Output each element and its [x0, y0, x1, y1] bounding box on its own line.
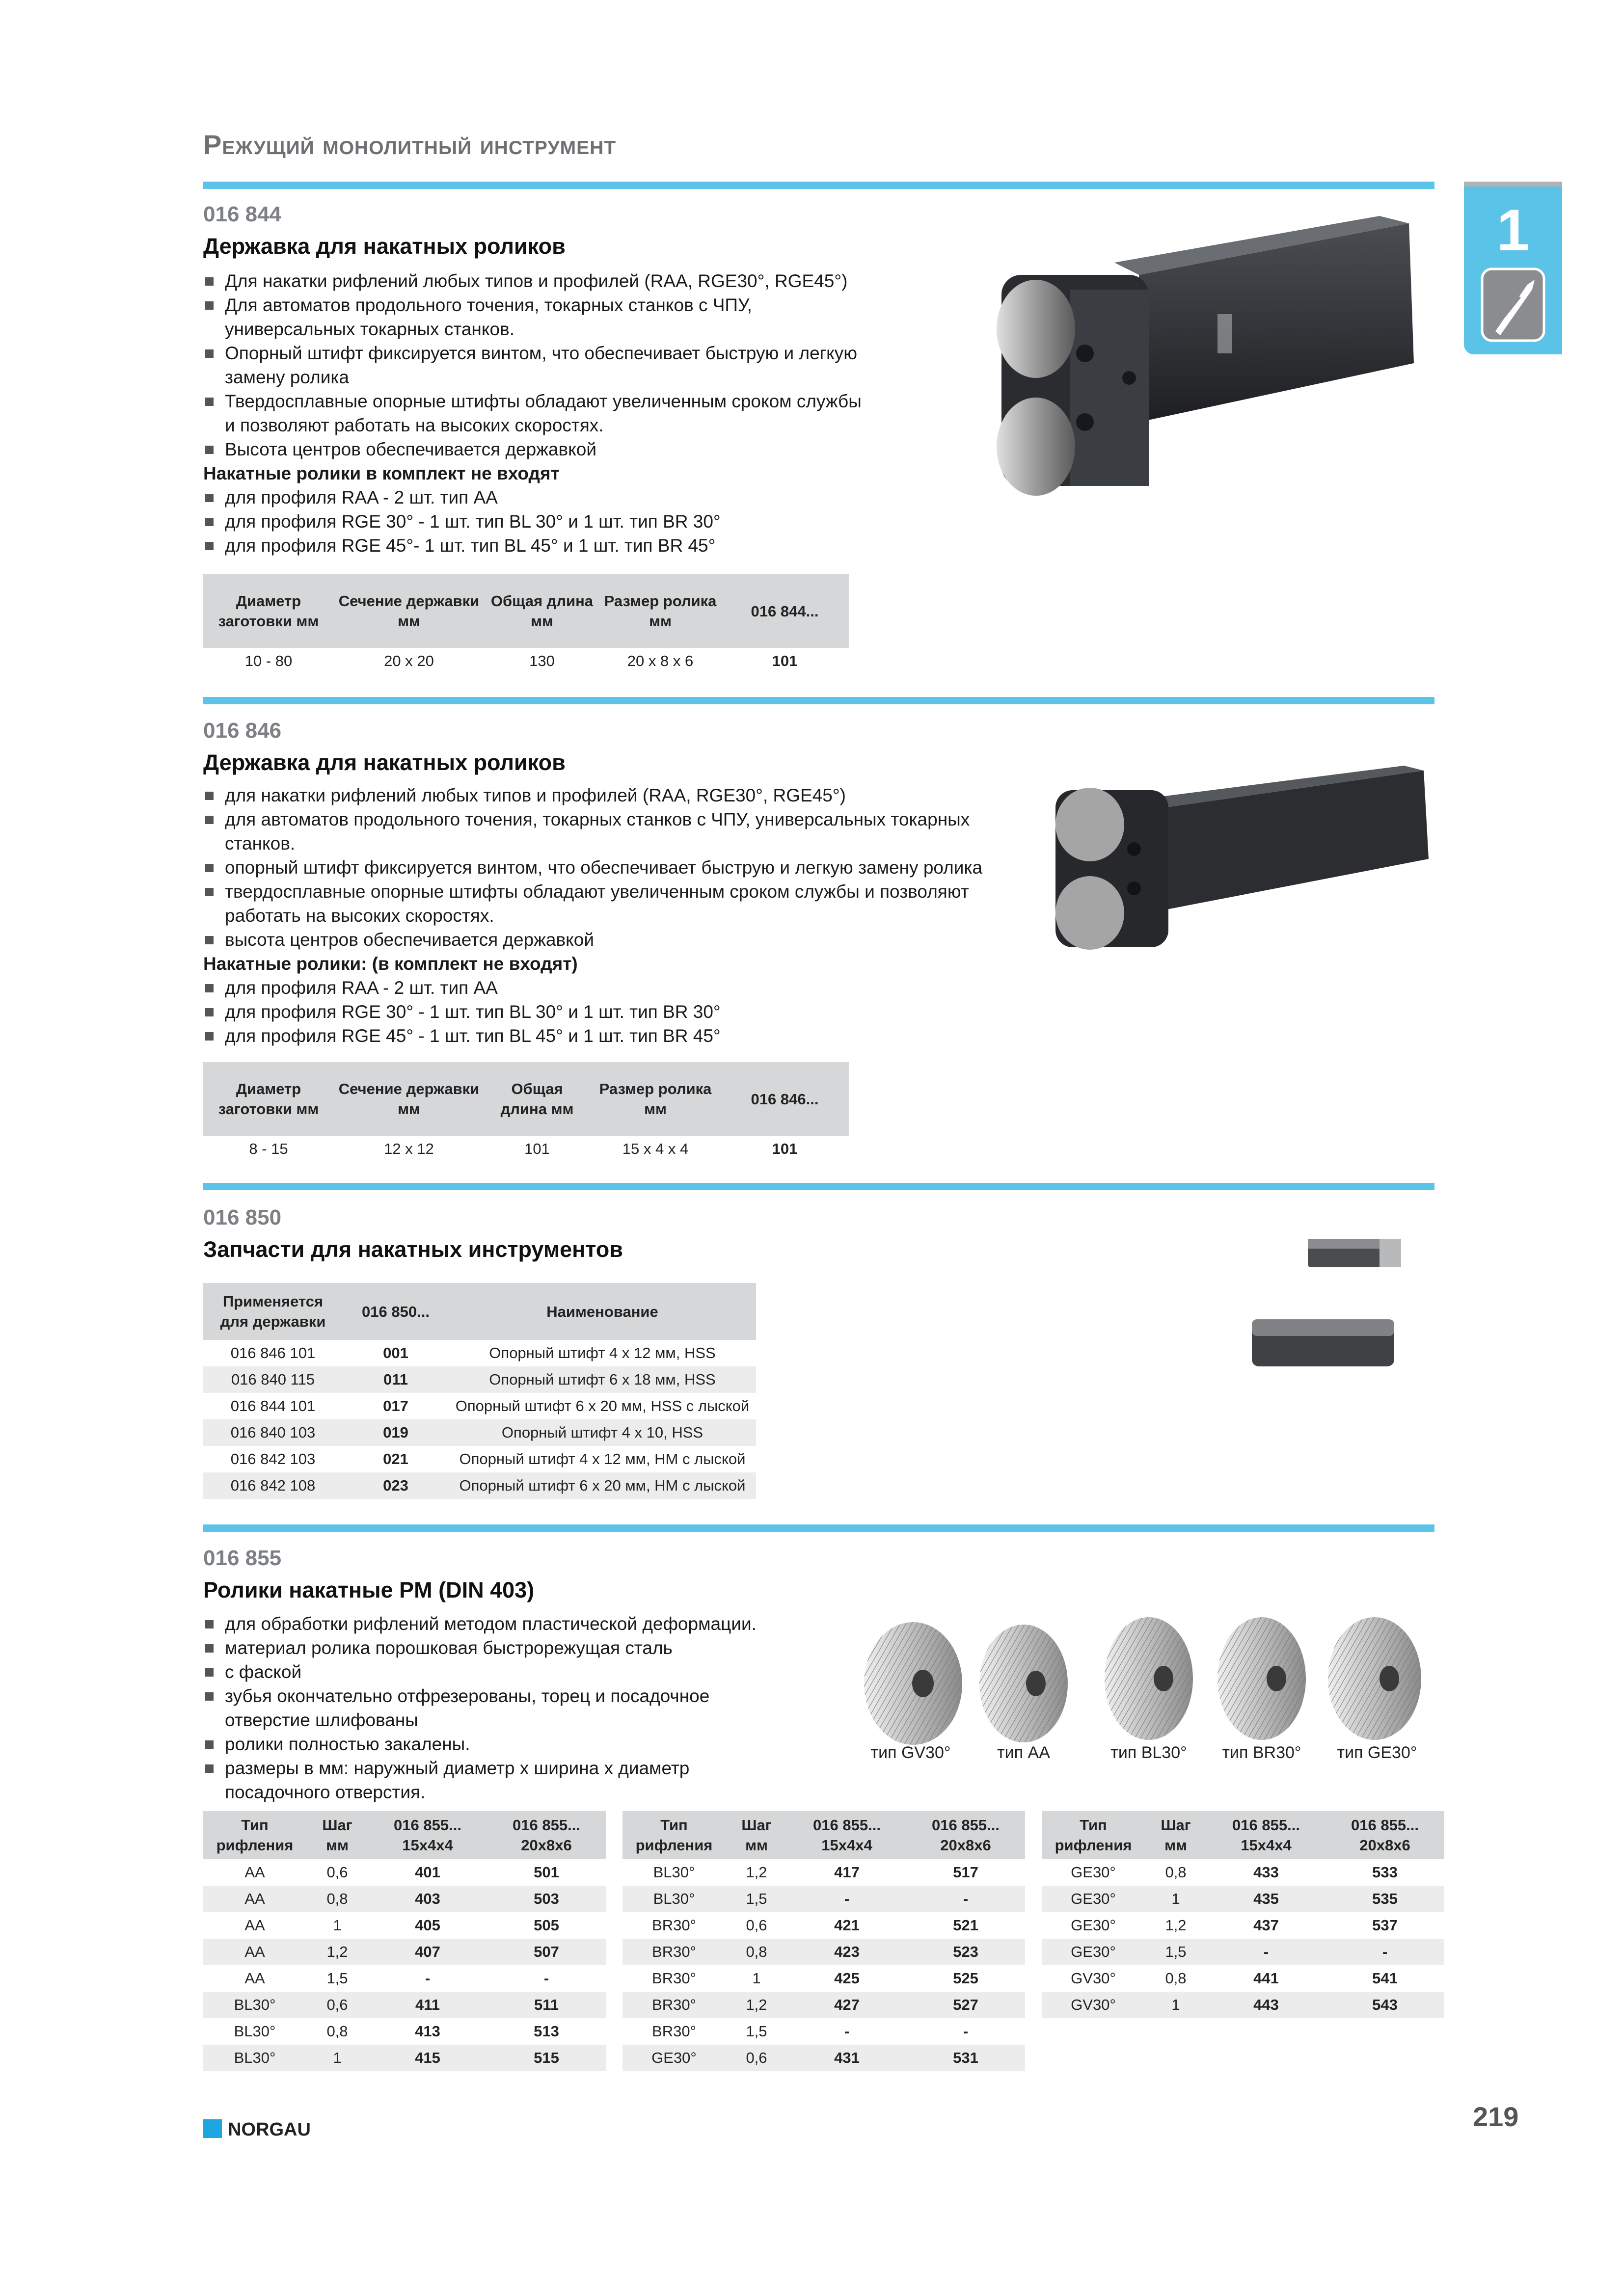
- section-description: [203, 269, 1008, 558]
- table-cell: 016 842 108: [203, 1472, 343, 1499]
- table-cell: BL30°: [203, 2045, 306, 2071]
- table-cell: 0,6: [326, 1864, 348, 1881]
- table-cell: 1,2: [726, 1992, 787, 2018]
- table-cell: GE30°: [622, 2045, 726, 2071]
- table-cell: Опорный штифт 4 x 10, HSS: [449, 1419, 756, 1446]
- product-image-pin-large: [1247, 1315, 1404, 1369]
- bullet-item: для профиля RGE 30° - 1 шт. тип BL 30° и 1 шт. тип BR 30°: [203, 1000, 1028, 1024]
- table-cell: 533: [1372, 1864, 1398, 1881]
- table-cell: 8 - 15: [249, 1140, 288, 1157]
- table-cell: 1: [333, 1917, 342, 1934]
- table-cell: -: [844, 2023, 850, 2040]
- section-description: [203, 783, 1028, 1048]
- bullet-item: Опорный штифт фиксируется винтом, что обеспечивает быструю и легкую замену ролика: [203, 341, 863, 389]
- column-header: Шаг мм: [306, 1811, 368, 1859]
- column-header: Шаг мм: [1145, 1811, 1207, 1859]
- table-row: [622, 1912, 1025, 1939]
- table-cell: 423: [787, 1939, 906, 1965]
- table-cell: 427: [787, 1992, 906, 2018]
- drill-icon: [1481, 267, 1545, 342]
- column-header: 016 844...: [721, 574, 849, 648]
- table-row: [1042, 1939, 1444, 1965]
- table-row: [203, 2018, 606, 2045]
- bullet-item: твердосплавные опорные штифты обладают увеличенным сроком службы и позволяют работать на высоких скоростях.: [203, 880, 1020, 928]
- table-cell: -: [1325, 1939, 1444, 1965]
- roller-caption: тип GE30°: [1337, 1743, 1417, 1762]
- column-header: 016 855... 20x8x6: [487, 1811, 606, 1859]
- spare-parts-table: [203, 1283, 756, 1499]
- table-row: [203, 1965, 606, 1992]
- column-header: 016 846...: [721, 1062, 849, 1136]
- roller-caption: тип AA: [997, 1743, 1050, 1762]
- table-row: [203, 1939, 606, 1965]
- table-cell: Опорный штифт 6 x 18 мм, HSS: [449, 1366, 756, 1393]
- table-cell: -: [787, 1886, 906, 1912]
- table-cell: -: [906, 1886, 1025, 1912]
- table-cell: 016 840 115: [203, 1366, 343, 1393]
- rollers-table-1: [203, 1811, 606, 2071]
- table-cell: GV30°: [1042, 1992, 1145, 2018]
- column-header: 016 855... 15x4x4: [787, 1811, 906, 1859]
- product-image-knurling-holder-small: [1051, 766, 1434, 962]
- page-title: Режущий монолитный инструмент: [203, 129, 617, 160]
- table-cell: 1,5: [726, 1886, 787, 1912]
- table-cell: 016 840 103: [203, 1419, 343, 1446]
- bullet-item: Твердосплавные опорные штифты обладают увеличенным сроком службы и позволяют работать на высоких скоростях.: [203, 389, 863, 437]
- table-cell: 525: [953, 1970, 978, 1987]
- table-cell: BR30°: [652, 1970, 696, 1987]
- table-cell: Опорный штифт 6 x 20 мм, HM с лыской: [449, 1472, 756, 1499]
- table-cell: 431: [787, 2045, 906, 2071]
- table-cell: GE30°: [1042, 1886, 1145, 1912]
- column-header: Наименование: [449, 1283, 756, 1340]
- table-cell: 1: [1145, 1992, 1207, 2018]
- table-cell: Опорный штифт 4 x 12 мм, HSS: [489, 1344, 716, 1362]
- note: Накатные ролики: (в комплект не входят): [203, 954, 578, 974]
- roller-caption: тип BR30°: [1222, 1743, 1301, 1762]
- column-header: Размер ролика мм: [590, 1062, 721, 1136]
- column-header: Диаметр заготовки мм: [203, 574, 334, 648]
- column-header: Тип рифления: [1042, 1811, 1145, 1859]
- table-cell: -: [543, 1970, 549, 1987]
- section-rule: [203, 1183, 1434, 1190]
- table-row: [203, 1419, 756, 1446]
- bullet-item: для обработки рифлений методом пластической деформации.: [203, 1612, 763, 1636]
- brand-logo-square: [203, 2119, 222, 2138]
- table-cell: GE30°: [1071, 1917, 1116, 1934]
- table-cell: BR30°: [622, 1992, 726, 2018]
- table-cell: BR30°: [622, 1939, 726, 1965]
- roller-gv30-image: [864, 1622, 962, 1745]
- column-header: Применяется для державки: [203, 1283, 343, 1340]
- table-row: [203, 1366, 756, 1393]
- roller-br30-image: [1217, 1617, 1306, 1740]
- bullet-item: с фаской: [203, 1660, 763, 1684]
- table-cell: BR30°: [652, 1917, 696, 1934]
- table-cell: AA: [244, 1917, 265, 1934]
- table-cell: 0,6: [746, 1917, 767, 1934]
- table-row: [203, 1393, 756, 1419]
- table-cell: BL30°: [653, 1864, 695, 1881]
- table-row: [622, 1965, 1025, 1992]
- column-header: Диаметр заготовки мм: [203, 1062, 334, 1136]
- table-cell: 1,5: [746, 2023, 767, 2040]
- table-cell: 507: [487, 1939, 606, 1965]
- table-cell: 443: [1207, 1992, 1325, 2018]
- table-cell: BR30°: [652, 2023, 696, 2040]
- table-cell: 521: [953, 1917, 978, 1934]
- table-cell: 1,2: [746, 1864, 767, 1881]
- column-header: Тип рифления: [203, 1811, 306, 1859]
- section-title: Державка для накатных роликов: [203, 234, 566, 259]
- table-cell: 505: [534, 1917, 559, 1934]
- table-cell: 016 846 101: [230, 1344, 316, 1362]
- note: Накатные ролики в комплект не входят: [203, 463, 560, 483]
- bullet-item: высота центров обеспечивается державкой: [203, 928, 1028, 952]
- bullet-item: материал ролика порошковая быстрорежущая сталь: [203, 1636, 763, 1660]
- bullet-item: Высота центров обеспечивается державкой: [203, 437, 1008, 461]
- table-row: [622, 1859, 1025, 1886]
- table-row: [622, 2018, 1025, 2045]
- bullet-item: для профиля RAA - 2 шт. тип AA: [203, 485, 1008, 509]
- table-cell: 537: [1372, 1917, 1398, 1934]
- table-cell: 425: [834, 1970, 860, 1987]
- table-cell: 407: [368, 1939, 487, 1965]
- table-cell: 0,8: [726, 1939, 787, 1965]
- column-header: 016 850...: [343, 1283, 449, 1340]
- roller-caption: тип GV30°: [870, 1743, 951, 1762]
- table-row: [203, 1472, 756, 1499]
- table-row: [203, 1992, 606, 2018]
- table-cell: 541: [1372, 1970, 1398, 1987]
- table-row: [1042, 1992, 1444, 2018]
- section-code: 016 844: [203, 202, 282, 226]
- table-row: [203, 1912, 606, 1939]
- table-cell: 101: [772, 652, 798, 669]
- table-row: [1042, 1965, 1444, 1992]
- column-header: 016 855... 20x8x6: [906, 1811, 1025, 1859]
- table-cell: 023: [343, 1472, 449, 1499]
- table-cell: -: [1207, 1939, 1325, 1965]
- table-cell: 101: [772, 1140, 798, 1157]
- table-row: [622, 2045, 1025, 2071]
- column-header: Общая длина мм: [484, 574, 600, 648]
- table-cell: 527: [906, 1992, 1025, 2018]
- section-code: 016 846: [203, 719, 282, 743]
- bullet-item: для автоматов продольного точения, токарных станков с ЧПУ, универсальных токарных станков.: [203, 807, 1028, 855]
- table-cell: 503: [487, 1886, 606, 1912]
- bullet-item: для накатки рифлений любых типов и профилей (RAA, RGE30°, RGE45°): [203, 783, 1028, 807]
- specs-table: [203, 1062, 849, 1162]
- bullet-item: Для автоматов продольного точения, токарных станков с ЧПУ, универсальных токарных станков.: [203, 293, 814, 341]
- table-cell: 511: [487, 1992, 606, 2018]
- table-cell: 1: [752, 1970, 761, 1987]
- table-row: [203, 1886, 606, 1912]
- table-cell: GE30°: [1071, 1864, 1116, 1881]
- brand-name: NORGAU: [228, 2119, 311, 2140]
- bullet-item: для профиля RGE 45° - 1 шт. тип BL 45° и 1 шт. тип BR 45°: [203, 1024, 1028, 1048]
- chapter-tab-divider: [1464, 182, 1562, 187]
- table-cell: 016 844 101: [230, 1397, 316, 1415]
- bullet-item: размеры в мм: наружный диаметр x ширина x диаметр посадочного отверстия.: [203, 1756, 763, 1804]
- table-cell: 501: [534, 1864, 559, 1881]
- table-cell: 405: [415, 1917, 440, 1934]
- table-cell: -: [963, 2023, 969, 2040]
- table-cell: 10 - 80: [244, 652, 293, 669]
- table-row: [622, 1886, 1025, 1912]
- table-cell: GV30°: [1071, 1970, 1116, 1987]
- table-cell: 1,2: [306, 1939, 368, 1965]
- bullet-item: для профиля RGE 30° - 1 шт. тип BL 30° и 1 шт. тип BR 30°: [203, 509, 1008, 534]
- table-row: [1042, 1912, 1444, 1939]
- table-cell: 0,8: [1165, 1970, 1187, 1987]
- bullet-item: для профиля RGE 45°- 1 шт. тип BL 45° и 1 шт. тип BR 45°: [203, 534, 1008, 558]
- column-header: Общая длина мм: [484, 1062, 590, 1136]
- section-description: [203, 1612, 763, 1804]
- section-title: Запчасти для накатных инструментов: [203, 1237, 623, 1262]
- table-cell: AA: [203, 1939, 306, 1965]
- table-row: [1042, 1886, 1444, 1912]
- table-cell: 417: [834, 1864, 860, 1881]
- table-cell: 1,5: [326, 1970, 348, 1987]
- table-cell: 543: [1325, 1992, 1444, 2018]
- table-cell: 0,6: [726, 2045, 787, 2071]
- table-cell: 0,6: [306, 1992, 368, 2018]
- table-cell: 401: [415, 1864, 440, 1881]
- bullet-item: зубья окончательно отфрезерованы, торец и посадочное отверстие шлифованы: [203, 1684, 763, 1732]
- table-cell: BL30°: [203, 1992, 306, 2018]
- table-cell: 421: [834, 1917, 860, 1934]
- column-header: Размер ролика мм: [600, 574, 721, 648]
- section-code: 016 855: [203, 1546, 282, 1570]
- table-cell: 20 x 8 x 6: [627, 652, 694, 669]
- table-cell: 12 x 12: [384, 1140, 434, 1157]
- table-cell: 0,8: [326, 2023, 348, 2040]
- table-cell: 101: [524, 1140, 550, 1157]
- table-cell: 403: [368, 1886, 487, 1912]
- product-image-pin-small: [1306, 1235, 1409, 1271]
- table-cell: -: [425, 1970, 431, 1987]
- rollers-table-2: [622, 1811, 1025, 2071]
- section-title: Ролики накатные PM (DIN 403): [203, 1577, 535, 1602]
- bullet-item: опорный штифт фиксируется винтом, что обеспечивает быструю и легкую замену ролика: [203, 855, 1028, 880]
- table-cell: 517: [953, 1864, 978, 1881]
- table-cell: 016 842 103: [230, 1450, 316, 1468]
- table-cell: 415: [368, 2045, 487, 2071]
- table-row: [203, 2045, 606, 2071]
- table-cell: 515: [487, 2045, 606, 2071]
- roller-bl30-image: [1105, 1617, 1193, 1740]
- table-row: [1042, 1859, 1444, 1886]
- table-cell: Опорный штифт 6 x 20 мм, HSS с лыской: [455, 1397, 750, 1415]
- table-cell: BL30°: [622, 1886, 726, 1912]
- page-number: 219: [1473, 2101, 1519, 2132]
- column-header: 016 855... 15x4x4: [1207, 1811, 1325, 1859]
- column-header: Шаг мм: [726, 1811, 787, 1859]
- section-rule: [203, 697, 1434, 704]
- table-cell: 437: [1253, 1917, 1279, 1934]
- table-cell: 1,5: [1145, 1939, 1207, 1965]
- bullet-item: Для накатки рифлений любых типов и профилей (RAA, RGE30°, RGE45°): [203, 269, 1008, 293]
- column-header: Сечение державки мм: [334, 574, 484, 648]
- rollers-table-3: [1042, 1811, 1444, 2018]
- column-header: 016 855... 20x8x6: [1325, 1811, 1444, 1859]
- column-header: Тип рифления: [622, 1811, 726, 1859]
- table-cell: 021: [383, 1450, 408, 1468]
- bullet-item: для профиля RAA - 2 шт. тип AA: [203, 976, 1028, 1000]
- table-cell: 130: [529, 652, 555, 669]
- chapter-number: 1: [1496, 197, 1530, 263]
- table-cell: GE30°: [1042, 1939, 1145, 1965]
- table-cell: 011: [343, 1366, 449, 1393]
- table-cell: 411: [368, 1992, 487, 2018]
- table-cell: 019: [343, 1419, 449, 1446]
- table-cell: 531: [906, 2045, 1025, 2071]
- section-title: Державка для накатных роликов: [203, 750, 566, 775]
- table-cell: 017: [383, 1397, 408, 1415]
- column-header: Сечение державки мм: [334, 1062, 484, 1136]
- bullet-item: ролики полностью закалены.: [203, 1732, 763, 1756]
- table-cell: 513: [534, 2023, 559, 2040]
- table-cell: 20 x 20: [384, 652, 434, 669]
- table-cell: Опорный штифт 4 x 12 мм, HM с лыской: [459, 1450, 746, 1468]
- column-header: 016 855... 15x4x4: [368, 1811, 487, 1859]
- roller-caption: тип BL30°: [1110, 1743, 1187, 1762]
- table-cell: 535: [1325, 1886, 1444, 1912]
- table-row: [622, 1992, 1025, 2018]
- table-cell: 1,2: [1165, 1917, 1187, 1934]
- table-cell: 1: [306, 2045, 368, 2071]
- table-cell: 0,8: [1165, 1864, 1187, 1881]
- table-cell: 413: [415, 2023, 440, 2040]
- table-cell: AA: [244, 1970, 265, 1987]
- specs-table: [203, 574, 849, 674]
- table-cell: 001: [383, 1344, 408, 1362]
- section-code: 016 850: [203, 1205, 282, 1229]
- table-cell: 1: [1145, 1886, 1207, 1912]
- header-rule: [203, 182, 1434, 189]
- section-rule: [203, 1524, 1434, 1532]
- table-row: [203, 1340, 756, 1366]
- roller-aa-image: [979, 1625, 1068, 1742]
- table-cell: AA: [244, 1864, 265, 1881]
- table-cell: 523: [906, 1939, 1025, 1965]
- table-cell: 15 x 4 x 4: [622, 1140, 689, 1157]
- table-cell: 441: [1253, 1970, 1279, 1987]
- product-image-knurling-holder: [992, 216, 1434, 501]
- table-cell: 435: [1207, 1886, 1325, 1912]
- table-row: [203, 1859, 606, 1886]
- table-cell: AA: [203, 1886, 306, 1912]
- roller-ge30-image: [1328, 1617, 1421, 1740]
- table-row: [622, 1939, 1025, 1965]
- table-cell: 433: [1253, 1864, 1279, 1881]
- table-cell: BL30°: [234, 2023, 276, 2040]
- table-cell: 0,8: [306, 1886, 368, 1912]
- table-row: [203, 1446, 756, 1472]
